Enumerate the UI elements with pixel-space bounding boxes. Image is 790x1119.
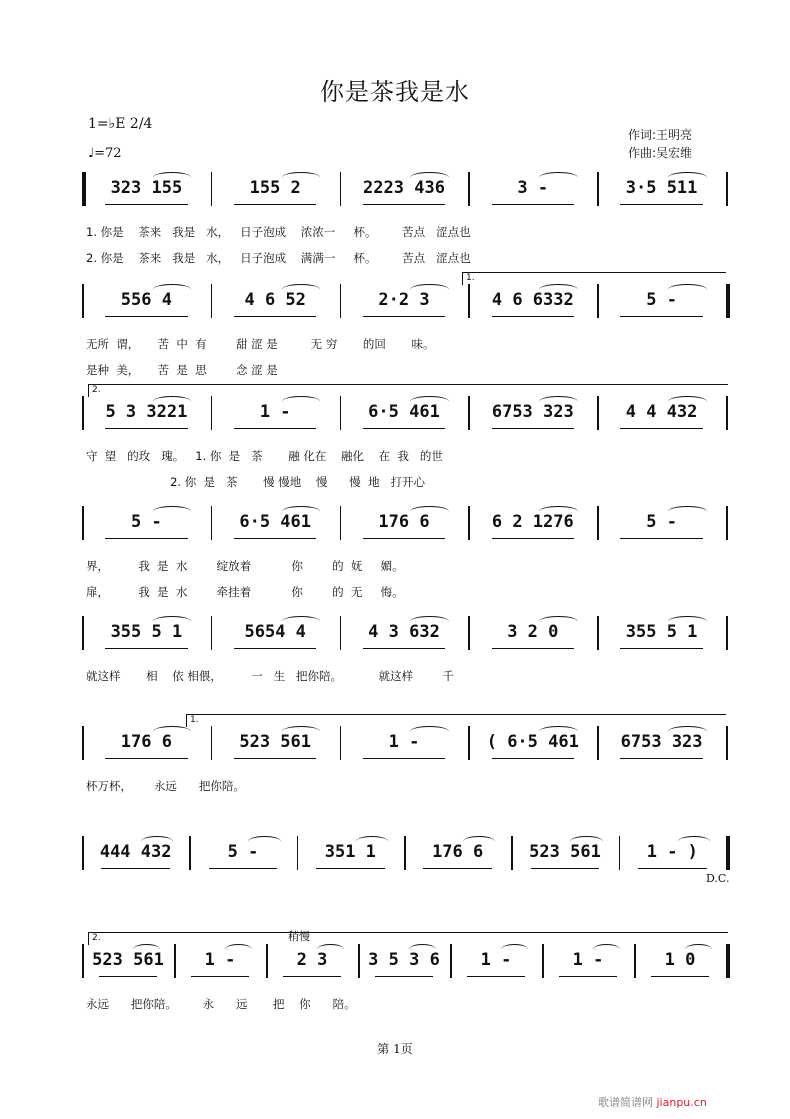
barline (174, 944, 176, 978)
measure-notes: 355 5 1 (625, 622, 698, 642)
barline (597, 172, 599, 206)
lyric-line: 扉， 我 是 水 牵挂着 你 的 无 悔。 (86, 585, 404, 599)
barline (468, 506, 470, 540)
barline (82, 284, 84, 318)
measure-notes: 176 6 (120, 732, 172, 752)
measure-notes: 1 - (388, 732, 420, 752)
measure-notes: 523 561 (239, 732, 312, 752)
lyric-line: 2. 你 是 茶 慢 慢地 慢 慢 地 打开心 (86, 475, 426, 489)
beam-underline (105, 758, 187, 759)
slur (409, 944, 437, 955)
beam-underline (234, 428, 316, 429)
measure-notes: 4 3 632 (368, 622, 440, 642)
slur (668, 284, 707, 295)
lyricist: 作词:王明亮 (628, 128, 693, 142)
barline (468, 616, 470, 650)
barline (726, 944, 730, 978)
slur (153, 172, 192, 183)
slur (153, 284, 192, 295)
barline (266, 944, 268, 978)
beam-underline (492, 538, 574, 539)
beam-underline (234, 758, 316, 759)
measure-notes: 556 4 (120, 290, 172, 310)
beam-underline (559, 976, 618, 977)
lyric-line: 2. 你是 茶来 我是 水， 日子泡成 满满一 杯。 苦点 涩点也 (86, 251, 471, 265)
slur (539, 396, 578, 407)
barline (450, 944, 452, 978)
barline (511, 836, 513, 870)
measure-notes: 5 - (131, 512, 162, 532)
measure-notes: ( 6·5 461 (486, 732, 579, 752)
beam-underline (101, 868, 170, 869)
barline (340, 506, 342, 540)
barline (634, 944, 636, 978)
measure-notes: 155 2 (249, 178, 301, 198)
slur (282, 172, 321, 183)
measure-notes: 6·5 461 (368, 402, 440, 422)
slur (282, 616, 321, 627)
barline (340, 172, 342, 206)
slur (668, 506, 707, 517)
lyric-line: 界， 我 是 水 绽放着 你 的 妩 媚。 (86, 559, 404, 573)
beam-underline (105, 648, 187, 649)
slur (153, 726, 192, 737)
lyric-line: 守 望 的玫 瑰。 1. 你 是 茶 融 化在 融化 在 我 的世 (86, 449, 443, 463)
measure-notes: 1 - ) (646, 842, 698, 862)
lyric-line: 杯万杯， 永远 把你陪。 (86, 779, 245, 793)
barline (211, 284, 213, 318)
barline (340, 616, 342, 650)
barline (726, 506, 728, 540)
measure-notes: 523 561 (92, 950, 164, 970)
measure-notes: 3 - (517, 178, 549, 198)
measure-notes: 4 6 6332 (491, 290, 574, 310)
composer: 作曲:吴宏维 (628, 146, 693, 160)
barline (597, 284, 599, 318)
barline (211, 726, 213, 760)
measure-notes: 3 5 3 6 (368, 950, 440, 970)
measure-notes: 6 2 1276 (491, 512, 574, 532)
beam-underline (105, 316, 187, 317)
lyric-line: 无所 谓， 苦 中 有 甜 涩 是 无 穷 的回 味。 (86, 337, 435, 351)
lyric-line: 永远 把你陪。 永 远 把 你 陪。 (86, 997, 356, 1011)
slur (539, 506, 578, 517)
beam-underline (492, 428, 574, 429)
beam-underline (363, 758, 445, 759)
beam-underline (316, 868, 385, 869)
beam-underline (492, 316, 574, 317)
barline (597, 616, 599, 650)
measure-notes: 2223 436 (363, 178, 445, 198)
beam-underline (99, 976, 158, 977)
measure-notes: 176 6 (378, 512, 430, 532)
lyric-line: 就这样 相 依 相偎， 一 生 把你陪。 就这样 千 (86, 669, 454, 683)
beam-underline (492, 758, 574, 759)
measure-notes: 176 6 (432, 842, 484, 862)
beam-underline (531, 868, 600, 869)
volta-bracket: 2. (88, 932, 728, 945)
barline (340, 396, 342, 430)
barline (597, 396, 599, 430)
credits (628, 126, 692, 162)
beam-underline (191, 976, 250, 977)
barline (82, 506, 84, 540)
slur (225, 944, 253, 955)
barline (468, 396, 470, 430)
measure-notes: 5 - (227, 842, 259, 862)
beam-underline (363, 428, 445, 429)
barline (211, 172, 213, 206)
beam-underline (234, 316, 316, 317)
barline (468, 726, 470, 760)
slur (317, 944, 345, 955)
measure-notes: 2·2 3 (378, 290, 430, 310)
beam-underline (620, 538, 702, 539)
barline (297, 836, 299, 870)
volta-bracket: 1. (462, 272, 726, 285)
barline (189, 836, 191, 870)
barline (619, 836, 621, 870)
slur (153, 396, 192, 407)
slur (539, 172, 578, 183)
measure-notes: 3 2 0 (507, 622, 559, 642)
barline (726, 396, 728, 430)
measure-notes: 355 5 1 (110, 622, 183, 642)
beam-underline (209, 868, 278, 869)
beam-underline (234, 648, 316, 649)
barline (468, 172, 470, 206)
slur (282, 284, 321, 295)
barline (597, 506, 599, 540)
slur (410, 506, 449, 517)
beam-underline (492, 648, 574, 649)
barline (726, 172, 728, 206)
barline (468, 284, 470, 318)
beam-underline (651, 976, 710, 977)
measure-notes: 523 561 (529, 842, 601, 862)
da-capo-mark: D.C. (706, 872, 730, 885)
barline (82, 836, 84, 870)
measure-notes: 323 155 (110, 178, 183, 198)
slur (539, 726, 578, 737)
slur (685, 944, 713, 955)
measure-notes: 6·5 461 (239, 512, 312, 532)
slur (410, 172, 449, 183)
measure-notes: 5 - (646, 290, 677, 310)
tempo-change-mark: 稍慢 (288, 930, 310, 943)
barline (211, 506, 213, 540)
beam-underline (423, 868, 492, 869)
slur (539, 616, 578, 627)
tempo-marking: ♩=72 (88, 146, 122, 161)
barline (726, 836, 730, 870)
barline (82, 944, 84, 978)
beam-underline (620, 648, 702, 649)
slur (141, 836, 173, 847)
barline (726, 726, 728, 760)
beam-underline (105, 204, 187, 205)
measure-notes: 351 1 (324, 842, 376, 862)
barline (726, 284, 730, 318)
slur (410, 284, 449, 295)
slur (133, 944, 161, 955)
beam-underline (467, 976, 526, 977)
measure-notes: 3·5 511 (625, 178, 698, 198)
slur (410, 616, 449, 627)
barline (404, 836, 406, 870)
beam-underline (620, 428, 702, 429)
beam-underline (105, 538, 187, 539)
barline (211, 616, 213, 650)
beam-underline (363, 648, 445, 649)
measure-notes: 4 4 432 (625, 402, 698, 422)
barline (726, 616, 728, 650)
watermark (598, 1094, 707, 1110)
measure-notes: 1 - (572, 950, 604, 970)
barline (358, 944, 360, 978)
slur (593, 944, 621, 955)
slur (282, 396, 321, 407)
beam-underline (492, 204, 574, 205)
beam-underline (363, 538, 445, 539)
beam-underline (638, 868, 707, 869)
song-title: 你是茶我是水 (320, 78, 470, 106)
slur (248, 836, 280, 847)
slur (356, 836, 388, 847)
beam-underline (375, 976, 434, 977)
slur (539, 284, 578, 295)
slur (678, 836, 710, 847)
measure-notes: 2 3 (296, 950, 328, 970)
volta-bracket: 1. (186, 714, 726, 727)
barline (82, 726, 84, 760)
measure-notes: 5 - (646, 512, 677, 532)
measure-notes: 1 - (480, 950, 512, 970)
measure-notes: 4 6 52 (244, 290, 306, 310)
beam-underline (363, 316, 445, 317)
watermark-url: jianpu.cn (656, 1096, 707, 1109)
slur (153, 616, 192, 627)
volta-bracket: 2. (88, 384, 728, 397)
beam-underline (620, 204, 702, 205)
beam-underline (620, 758, 702, 759)
beam-underline (363, 204, 445, 205)
slur (668, 726, 707, 737)
measure-notes: 6753 323 (620, 732, 703, 752)
barline (82, 616, 84, 650)
slur (463, 836, 495, 847)
slur (282, 506, 321, 517)
slur (501, 944, 529, 955)
measure-notes: 5654 4 (244, 622, 306, 642)
beam-underline (620, 316, 702, 317)
slur (668, 172, 707, 183)
key-signature: 1=♭E 2/4 (88, 116, 153, 132)
barline (340, 284, 342, 318)
slur (410, 726, 449, 737)
beam-underline (234, 204, 316, 205)
slur (282, 726, 321, 737)
lyric-line: 是种 美， 苦 是 思 念 涩 是 (86, 363, 278, 377)
beam-underline (105, 428, 187, 429)
barline (211, 396, 213, 430)
beam-underline (234, 538, 316, 539)
measure-notes: 1 - (204, 950, 236, 970)
measure-notes: 1 0 (664, 950, 696, 970)
measure-notes: 1 - (259, 402, 291, 422)
measure-notes: 5 3 3221 (105, 402, 188, 422)
slur (410, 396, 449, 407)
barline (82, 396, 84, 430)
barline (542, 944, 544, 978)
watermark-site: 歌谱简谱网 (598, 1096, 653, 1109)
beam-underline (283, 976, 342, 977)
lyric-line: 1. 你是 茶来 我是 水， 日子泡成 浓浓一 杯。 苦点 涩点也 (86, 225, 471, 239)
slur (668, 616, 707, 627)
slur (668, 396, 707, 407)
slur (570, 836, 602, 847)
barline (597, 726, 599, 760)
slur (153, 506, 192, 517)
measure-notes: 6753 323 (491, 402, 574, 422)
measure-notes: 444 432 (99, 842, 172, 862)
barline (340, 726, 342, 760)
page-number: 第 1页 (377, 1042, 413, 1056)
